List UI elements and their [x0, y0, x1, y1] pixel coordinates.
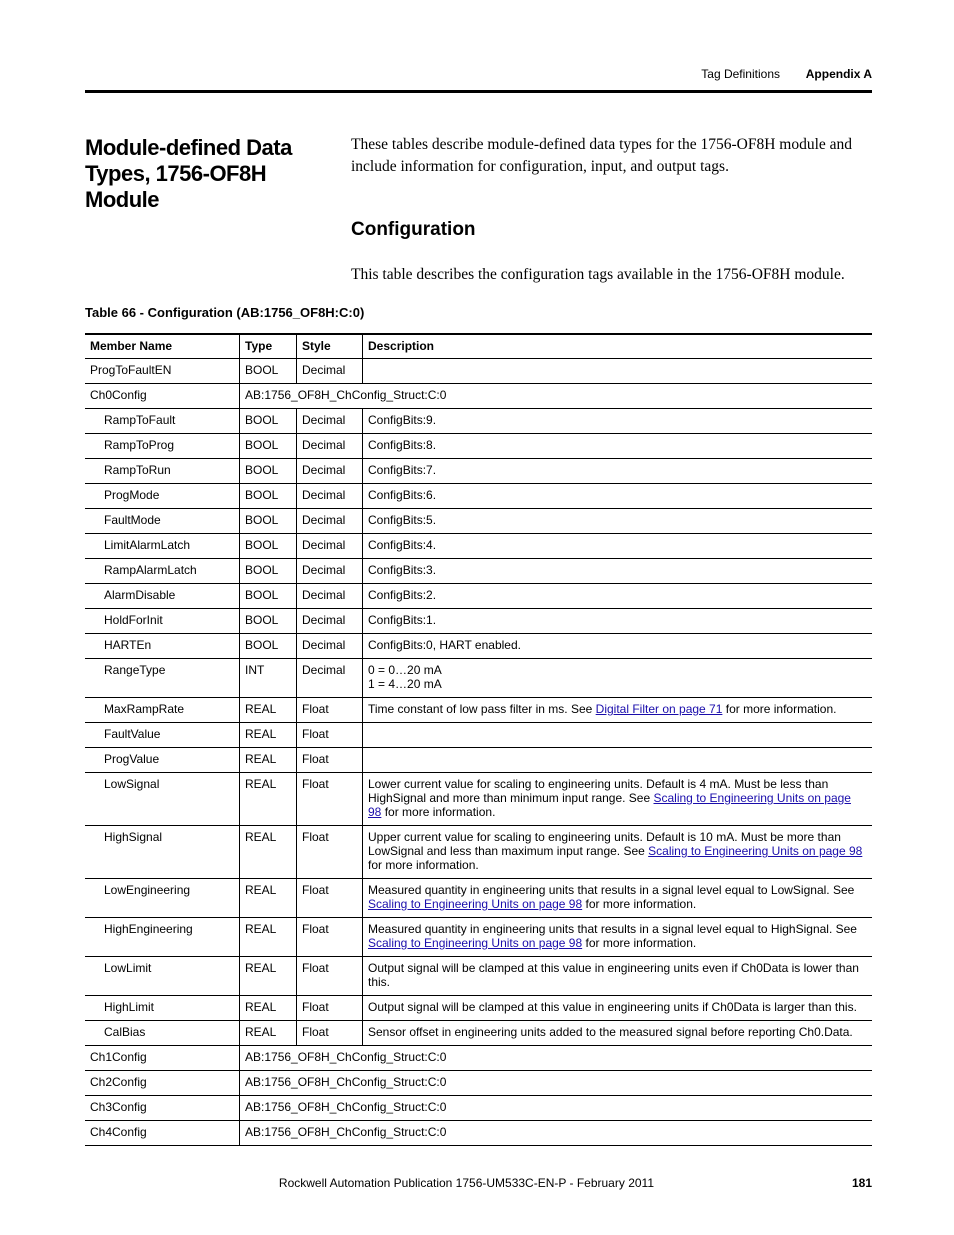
cell-style: Decimal [297, 434, 363, 459]
cross-reference-link[interactable]: Scaling to Engineering Units on page 98 [368, 936, 583, 950]
table-row [85, 559, 872, 584]
description-text: for more information. [368, 858, 479, 872]
configuration-paragraph: This table describes the configuration tags available in the 1756-OF8H module. [351, 266, 845, 283]
cell-member-name: ProgValue [85, 748, 240, 773]
publication-info: Rockwell Automation Publication 1756-UM533C-EN-P - February 2011 [278, 1176, 654, 1190]
table-row [85, 1096, 872, 1121]
intro-paragraph: These tables describe module-defined data types for the 1756-OF8H module and include information for configuration, input, and output tags. [351, 136, 853, 175]
table-header-row [85, 334, 872, 359]
cell-type: REAL [240, 748, 297, 773]
cell-type: REAL [240, 879, 297, 918]
table-row [85, 723, 872, 748]
cell-style: Decimal [297, 659, 363, 698]
cell-member-name: RangeType [85, 659, 240, 698]
configuration-table [85, 333, 872, 1146]
cell-member-name: CalBias [85, 1021, 240, 1046]
description-text: Measured quantity in engineering units that results in a signal level equal to HighSignal. See [368, 922, 857, 936]
cell-style: Decimal [297, 609, 363, 634]
cell-style: Float [297, 698, 363, 723]
column-header-style: Style [297, 334, 363, 359]
table-row [85, 609, 872, 634]
table-row [85, 459, 872, 484]
cell-member-name: RampToRun [85, 459, 240, 484]
cross-reference-link[interactable]: Digital Filter on page 71 [595, 702, 723, 716]
cell-member-name: FaultMode [85, 509, 240, 534]
table-body [85, 359, 872, 1146]
cell-member-name: AlarmDisable [85, 584, 240, 609]
table-row [85, 1071, 872, 1096]
cell-description [363, 359, 873, 384]
cell-type: BOOL [240, 484, 297, 509]
cell-description [363, 748, 873, 773]
cell-type: BOOL [240, 584, 297, 609]
page-title: Module-defined Data Types, 1756-OF8H Module [85, 135, 292, 212]
description-text: for more information. [582, 936, 697, 950]
cell-description: ConfigBits:9. [363, 409, 873, 434]
table-row [85, 698, 872, 723]
description-text: Measured quantity in engineering units that results in a signal level equal to LowSignal. See [368, 883, 855, 897]
cell-member-name: RampToFault [85, 409, 240, 434]
table-row [85, 1121, 872, 1146]
cell-style: Decimal [297, 559, 363, 584]
cell-struct-type: AB:1756_OF8H_ChConfig_Struct:C:0 [240, 1121, 873, 1146]
cell-description: ConfigBits:7. [363, 459, 873, 484]
cell-member-name: Ch3Config [85, 1096, 240, 1121]
cell-style: Float [297, 723, 363, 748]
cell-struct-type: AB:1756_OF8H_ChConfig_Struct:C:0 [240, 1071, 873, 1096]
column-header-member-name: Member Name [85, 334, 240, 359]
cell-type: BOOL [240, 634, 297, 659]
cell-style: Float [297, 957, 363, 996]
cell-type: REAL [240, 773, 297, 826]
description-text: for more information. [722, 702, 837, 716]
table-row [85, 484, 872, 509]
table-row [85, 509, 872, 534]
cell-type: REAL [240, 957, 297, 996]
cross-reference-link[interactable]: Scaling to Engineering Units on page 98 [648, 844, 863, 858]
cell-struct-type: AB:1756_OF8H_ChConfig_Struct:C:0 [240, 1096, 873, 1121]
cell-member-name: LowSignal [85, 773, 240, 826]
cell-description [363, 826, 873, 879]
cell-member-name: HARTEn [85, 634, 240, 659]
description-text: for more information. [381, 805, 496, 819]
cell-type: REAL [240, 698, 297, 723]
cell-style: Decimal [297, 409, 363, 434]
cell-type: BOOL [240, 459, 297, 484]
header-appendix: Appendix A [805, 67, 872, 81]
page-header [85, 66, 872, 93]
cell-type: BOOL [240, 609, 297, 634]
cell-style: Decimal [297, 359, 363, 384]
cell-description: ConfigBits:2. [363, 584, 873, 609]
cell-description: ConfigBits:0, HART enabled. [363, 634, 873, 659]
cell-member-name: HoldForInit [85, 609, 240, 634]
table-row [85, 996, 872, 1021]
table-row [85, 434, 872, 459]
table-row [85, 1021, 872, 1046]
cell-struct-type: AB:1756_OF8H_ChConfig_Struct:C:0 [240, 384, 873, 409]
cell-type: REAL [240, 723, 297, 748]
cell-type: REAL [240, 996, 297, 1021]
table-row [85, 409, 872, 434]
table-row [85, 918, 872, 957]
column-header-description: Description [363, 334, 873, 359]
cell-style: Decimal [297, 634, 363, 659]
cell-description: ConfigBits:3. [363, 559, 873, 584]
cell-style: Float [297, 1021, 363, 1046]
cell-description: Output signal will be clamped at this value in engineering units even if Ch0Data is lower than this. [363, 957, 873, 996]
cell-type: REAL [240, 826, 297, 879]
cross-reference-link[interactable]: Scaling to Engineering Units on page 98 [368, 791, 851, 819]
cell-style: Decimal [297, 584, 363, 609]
cell-type: BOOL [240, 509, 297, 534]
cell-member-name: LowEngineering [85, 879, 240, 918]
cell-style: Decimal [297, 509, 363, 534]
cell-member-name: LimitAlarmLatch [85, 534, 240, 559]
cell-member-name: HighLimit [85, 996, 240, 1021]
cross-reference-link[interactable]: Scaling to Engineering Units on page 98 [368, 897, 583, 911]
cell-description [363, 879, 873, 918]
description-line: 0 = 0…20 mA [368, 663, 442, 677]
table-row [85, 748, 872, 773]
table-row [85, 584, 872, 609]
description-line: 1 = 4…20 mA [368, 677, 442, 691]
cell-style: Float [297, 826, 363, 879]
cell-type: REAL [240, 918, 297, 957]
configuration-heading: Configuration [351, 219, 476, 240]
table-row [85, 384, 872, 409]
cell-description: Output signal will be clamped at this value in engineering units if Ch0Data is larger than this. [363, 996, 873, 1021]
cell-description: ConfigBits:4. [363, 534, 873, 559]
cell-style: Float [297, 918, 363, 957]
table-row [85, 659, 872, 698]
cell-type: REAL [240, 1021, 297, 1046]
description-text: Upper current value for scaling to engineering units. Default is 10 mA. Must be more than LowSignal and less than maximum input range. See [368, 830, 841, 858]
cell-type: INT [240, 659, 297, 698]
header-section: Tag Definitions [701, 67, 780, 81]
cell-style: Float [297, 748, 363, 773]
cell-type: BOOL [240, 559, 297, 584]
table-row [85, 826, 872, 879]
cell-description: ConfigBits:8. [363, 434, 873, 459]
page-number: 181 [851, 1176, 872, 1190]
cell-member-name: FaultValue [85, 723, 240, 748]
table-row [85, 957, 872, 996]
cell-member-name: HighSignal [85, 826, 240, 879]
cell-member-name: LowLimit [85, 957, 240, 996]
cell-description [363, 659, 873, 698]
table-row [85, 773, 872, 826]
cell-style: Decimal [297, 459, 363, 484]
cell-member-name: Ch2Config [85, 1071, 240, 1096]
cell-style: Decimal [297, 534, 363, 559]
cell-type: BOOL [240, 434, 297, 459]
table-row [85, 1046, 872, 1071]
column-header-type: Type [240, 334, 297, 359]
cell-style: Float [297, 879, 363, 918]
cell-style: Float [297, 773, 363, 826]
description-text: Lower current value for scaling to engineering units. Default is 4 mA. Must be less than HighSignal and more than minimum input range. See [368, 777, 829, 805]
cell-description: Sensor offset in engineering units added to the measured signal before reporting Ch0.Data. [363, 1021, 873, 1046]
table-row [85, 879, 872, 918]
cell-member-name: Ch4Config [85, 1121, 240, 1146]
cell-description [363, 918, 873, 957]
description-text: Time constant of low pass filter in ms. See [368, 702, 596, 716]
cell-member-name: ProgToFaultEN [85, 359, 240, 384]
cell-member-name: Ch0Config [85, 384, 240, 409]
table-row [85, 359, 872, 384]
cell-member-name: MaxRampRate [85, 698, 240, 723]
cell-description: ConfigBits:5. [363, 509, 873, 534]
cell-member-name: RampToProg [85, 434, 240, 459]
table-row [85, 634, 872, 659]
cell-struct-type: AB:1756_OF8H_ChConfig_Struct:C:0 [240, 1046, 873, 1071]
cell-type: BOOL [240, 534, 297, 559]
table-caption: Table 66 - Configuration (AB:1756_OF8H:C:0) [85, 305, 365, 320]
cell-type: BOOL [240, 359, 297, 384]
cell-style: Float [297, 996, 363, 1021]
cell-member-name: RampAlarmLatch [85, 559, 240, 584]
cell-member-name: ProgMode [85, 484, 240, 509]
cell-type: BOOL [240, 409, 297, 434]
cell-description [363, 698, 873, 723]
cell-member-name: HighEngineering [85, 918, 240, 957]
cell-description [363, 773, 873, 826]
cell-description: ConfigBits:6. [363, 484, 873, 509]
cell-description [363, 723, 873, 748]
description-text: for more information. [582, 897, 697, 911]
cell-style: Decimal [297, 484, 363, 509]
table-row [85, 534, 872, 559]
cell-description: ConfigBits:1. [363, 609, 873, 634]
cell-member-name: Ch1Config [85, 1046, 240, 1071]
